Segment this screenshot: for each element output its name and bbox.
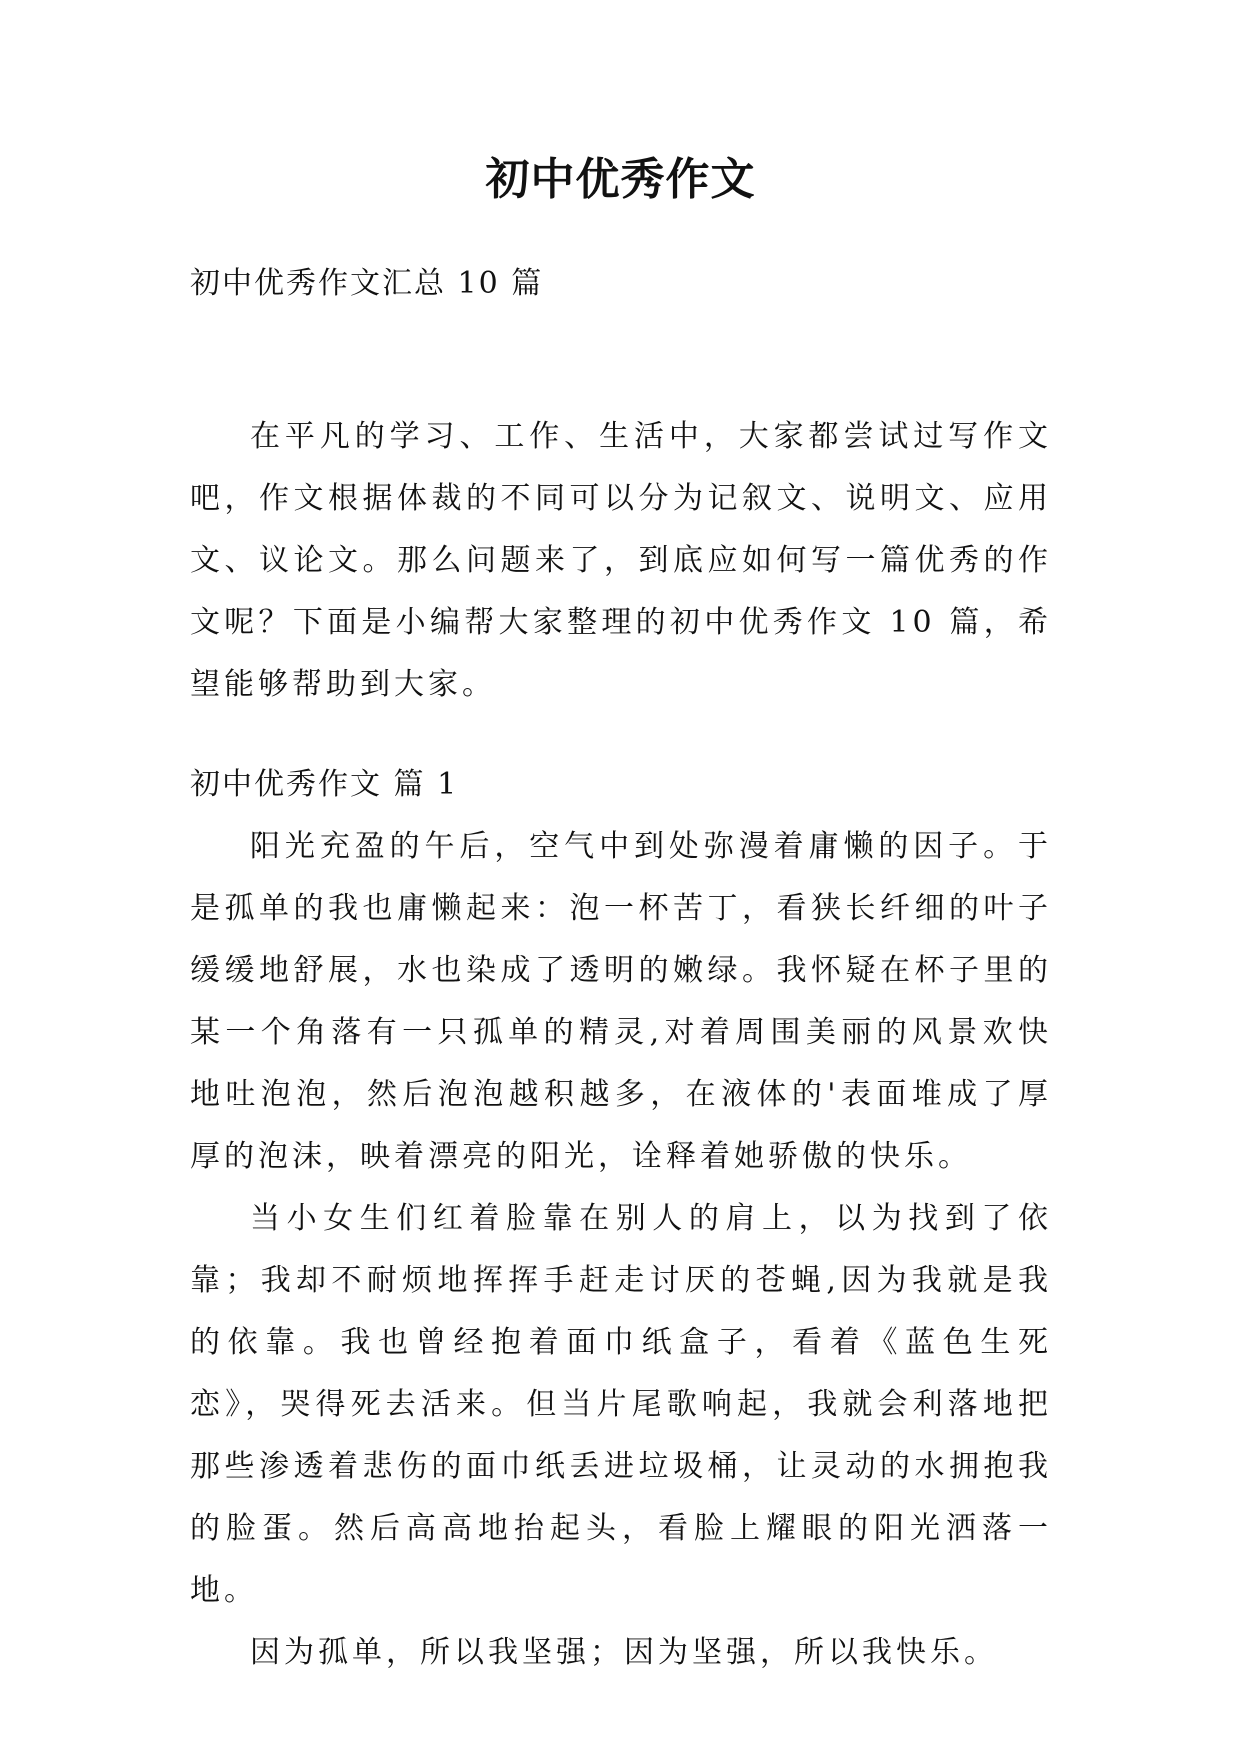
body-paragraph-3: 因为孤单，所以我坚强；因为坚强，所以我快乐。	[250, 1635, 998, 1670]
document-subtitle: 初中优秀作文汇总 10 篇	[190, 266, 544, 301]
body-paragraph-2: 当小女生们红着脸靠在别人的肩上，以为找到了依靠；我却不耐烦地挥挥手赶走讨厌的苍蝇,因为我就是我的依靠。我也曾经抱着面巾纸盒子，看着《蓝色生死恋》，哭得死去活来。但当片尾歌响起，我就会利落地把那些渗透着悲伤的面巾纸丢进垃圾桶，让灵动的水拥抱我的脸蛋。然后高高地抬起头，看脸上耀眼的阳光洒落一地。	[190, 1201, 1052, 1608]
document-title: 初中优秀作文	[485, 154, 756, 205]
section-heading: 初中优秀作文 篇 1	[190, 767, 459, 802]
intro-paragraph: 在平凡的学习、工作、生活中，大家都尝试过写作文吧，作文根据体裁的不同可以分为记叙文、说明文、应用文、议论文。那么问题来了，到底应如何写一篇优秀的作文呢？下面是小编帮大家整理的初中优秀作文 10 篇，希望能够帮助到大家。	[190, 419, 1052, 702]
document-body	[190, 406, 1052, 1684]
body-paragraph-1: 阳光充盈的午后，空气中到处弥漫着庸懒的因子。于是孤单的我也庸懒起来：泡一杯苦丁，看狭长纤细的叶子缓缓地舒展，水也染成了透明的嫩绿。我怀疑在杯子里的某一个角落有一只孤单的精灵,对着周围美丽的风景欢快地吐泡泡，然后泡泡越积越多，在液体的'表面堆成了厚厚的泡沫，映着漂亮的阳光，诠释着她骄傲的快乐。	[190, 829, 1052, 1174]
section-spacer	[190, 716, 1052, 754]
